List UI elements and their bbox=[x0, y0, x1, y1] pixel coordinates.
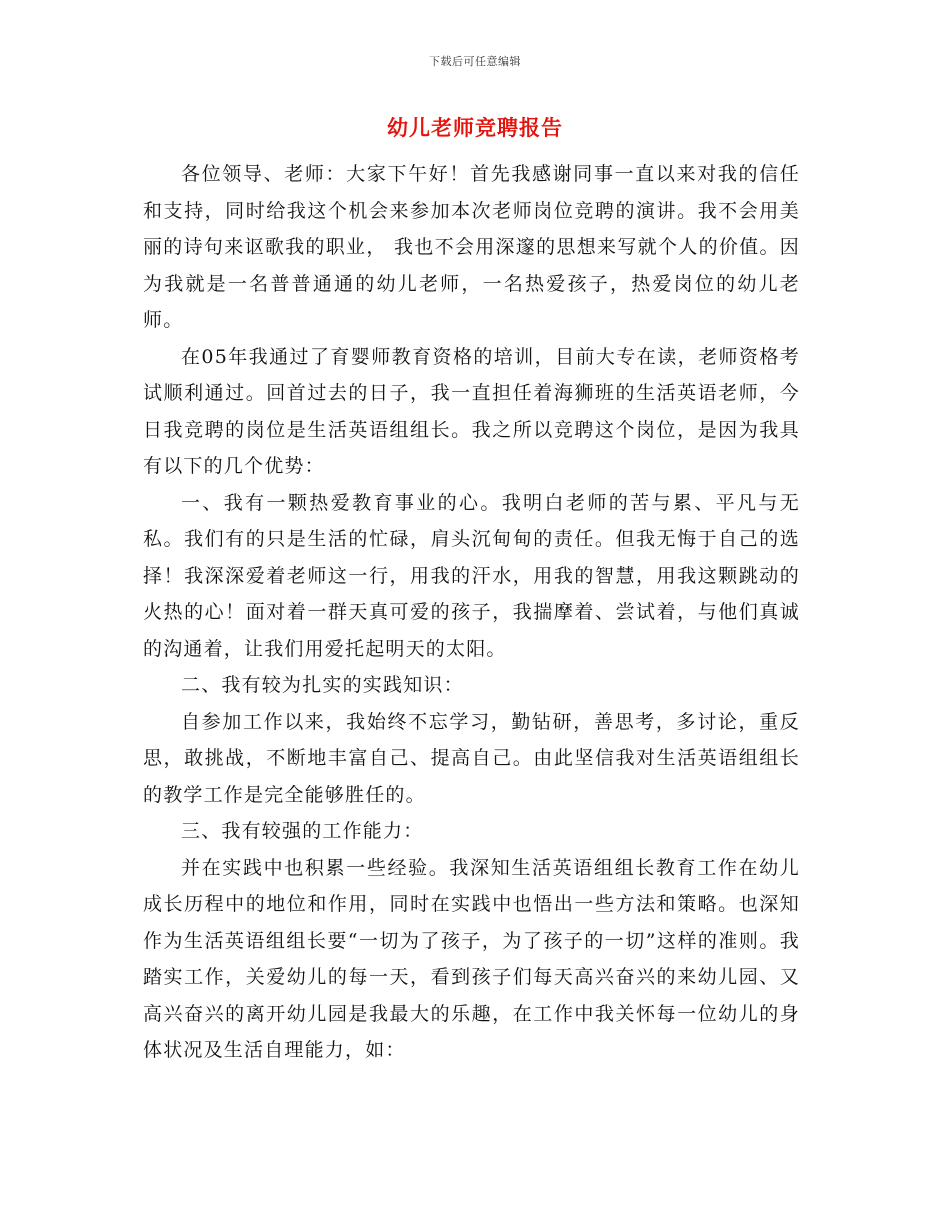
paragraph-greeting: 各位领导、老师：大家下午好！首先我感谢同事一直以来对我的信任和支持，同时给我这个机会来参加本次老师岗位竞聘的演讲。我不会用美丽的诗句来讴歌我的职业， 我也不会用深邃的思想来写就个人的价值。因为我就是一名普普通通的幼儿老师，一名热爱孩子，热爱岗位的幼儿老师。 bbox=[143, 163, 800, 331]
document-body bbox=[143, 156, 800, 1069]
paragraph-advantage-three-heading: 三、我有较强的工作能力： bbox=[181, 820, 424, 842]
paragraph-advantage-three: 并在实践中也积累一些经验。我深知生活英语组组长教育工作在幼儿成长历程中的地位和作用，同时在实践中也悟出一些方法和策略。也深知作为生活英语组组长要“一切为了孩子，为了孩子的一切”这样的准则。我踏实工作，关爱幼儿的每一天，看到孩子们每天高兴奋兴的来幼儿园、又高兴奋兴的离开幼儿园是我最大的乐趣，在工作中我关怀每一位幼儿的身体状况及生活自理能力，如： bbox=[143, 856, 800, 1061]
paragraph-advantage-one: 一、我有一颗热爱教育事业的心。我明白老师的苦与累、平凡与无私。我们有的只是生活的忙碌，肩头沉甸甸的责任。但我无悔于自己的选择！我深深爱着老师这一行，用我的汗水，用我的智慧，用我这颗跳动的火热的心！面对着一群天真可爱的孩子，我揣摩着、尝试着，与他们真诚的沟通着，让我们用爱托起明天的太阳。 bbox=[143, 491, 800, 660]
header-note: 下载后可任意编辑 bbox=[429, 55, 521, 68]
paragraph-advantage-two-heading: 二、我有较为扎实的实践知识： bbox=[181, 674, 464, 696]
paragraph-advantage-two: 自参加工作以来，我始终不忘学习，勤钻研，善思考，多讨论，重反思，敢挑战，不断地丰富自己、提高自己。由此坚信我对生活英语组组长的教学工作是完全能够胜任的。 bbox=[143, 710, 800, 806]
paragraph-background: 在05年我通过了育婴师教育资格的培训，目前大专在读，老师资格考试顺利通过。回首过去的日子，我一直担任着海狮班的生活英语老师，今日我竞聘的岗位是生活英语组组长。我之所以竞聘这个岗位，是因为我具有以下的几个优势： bbox=[143, 345, 800, 477]
document-title: 幼儿老师竞聘报告 bbox=[387, 115, 563, 140]
